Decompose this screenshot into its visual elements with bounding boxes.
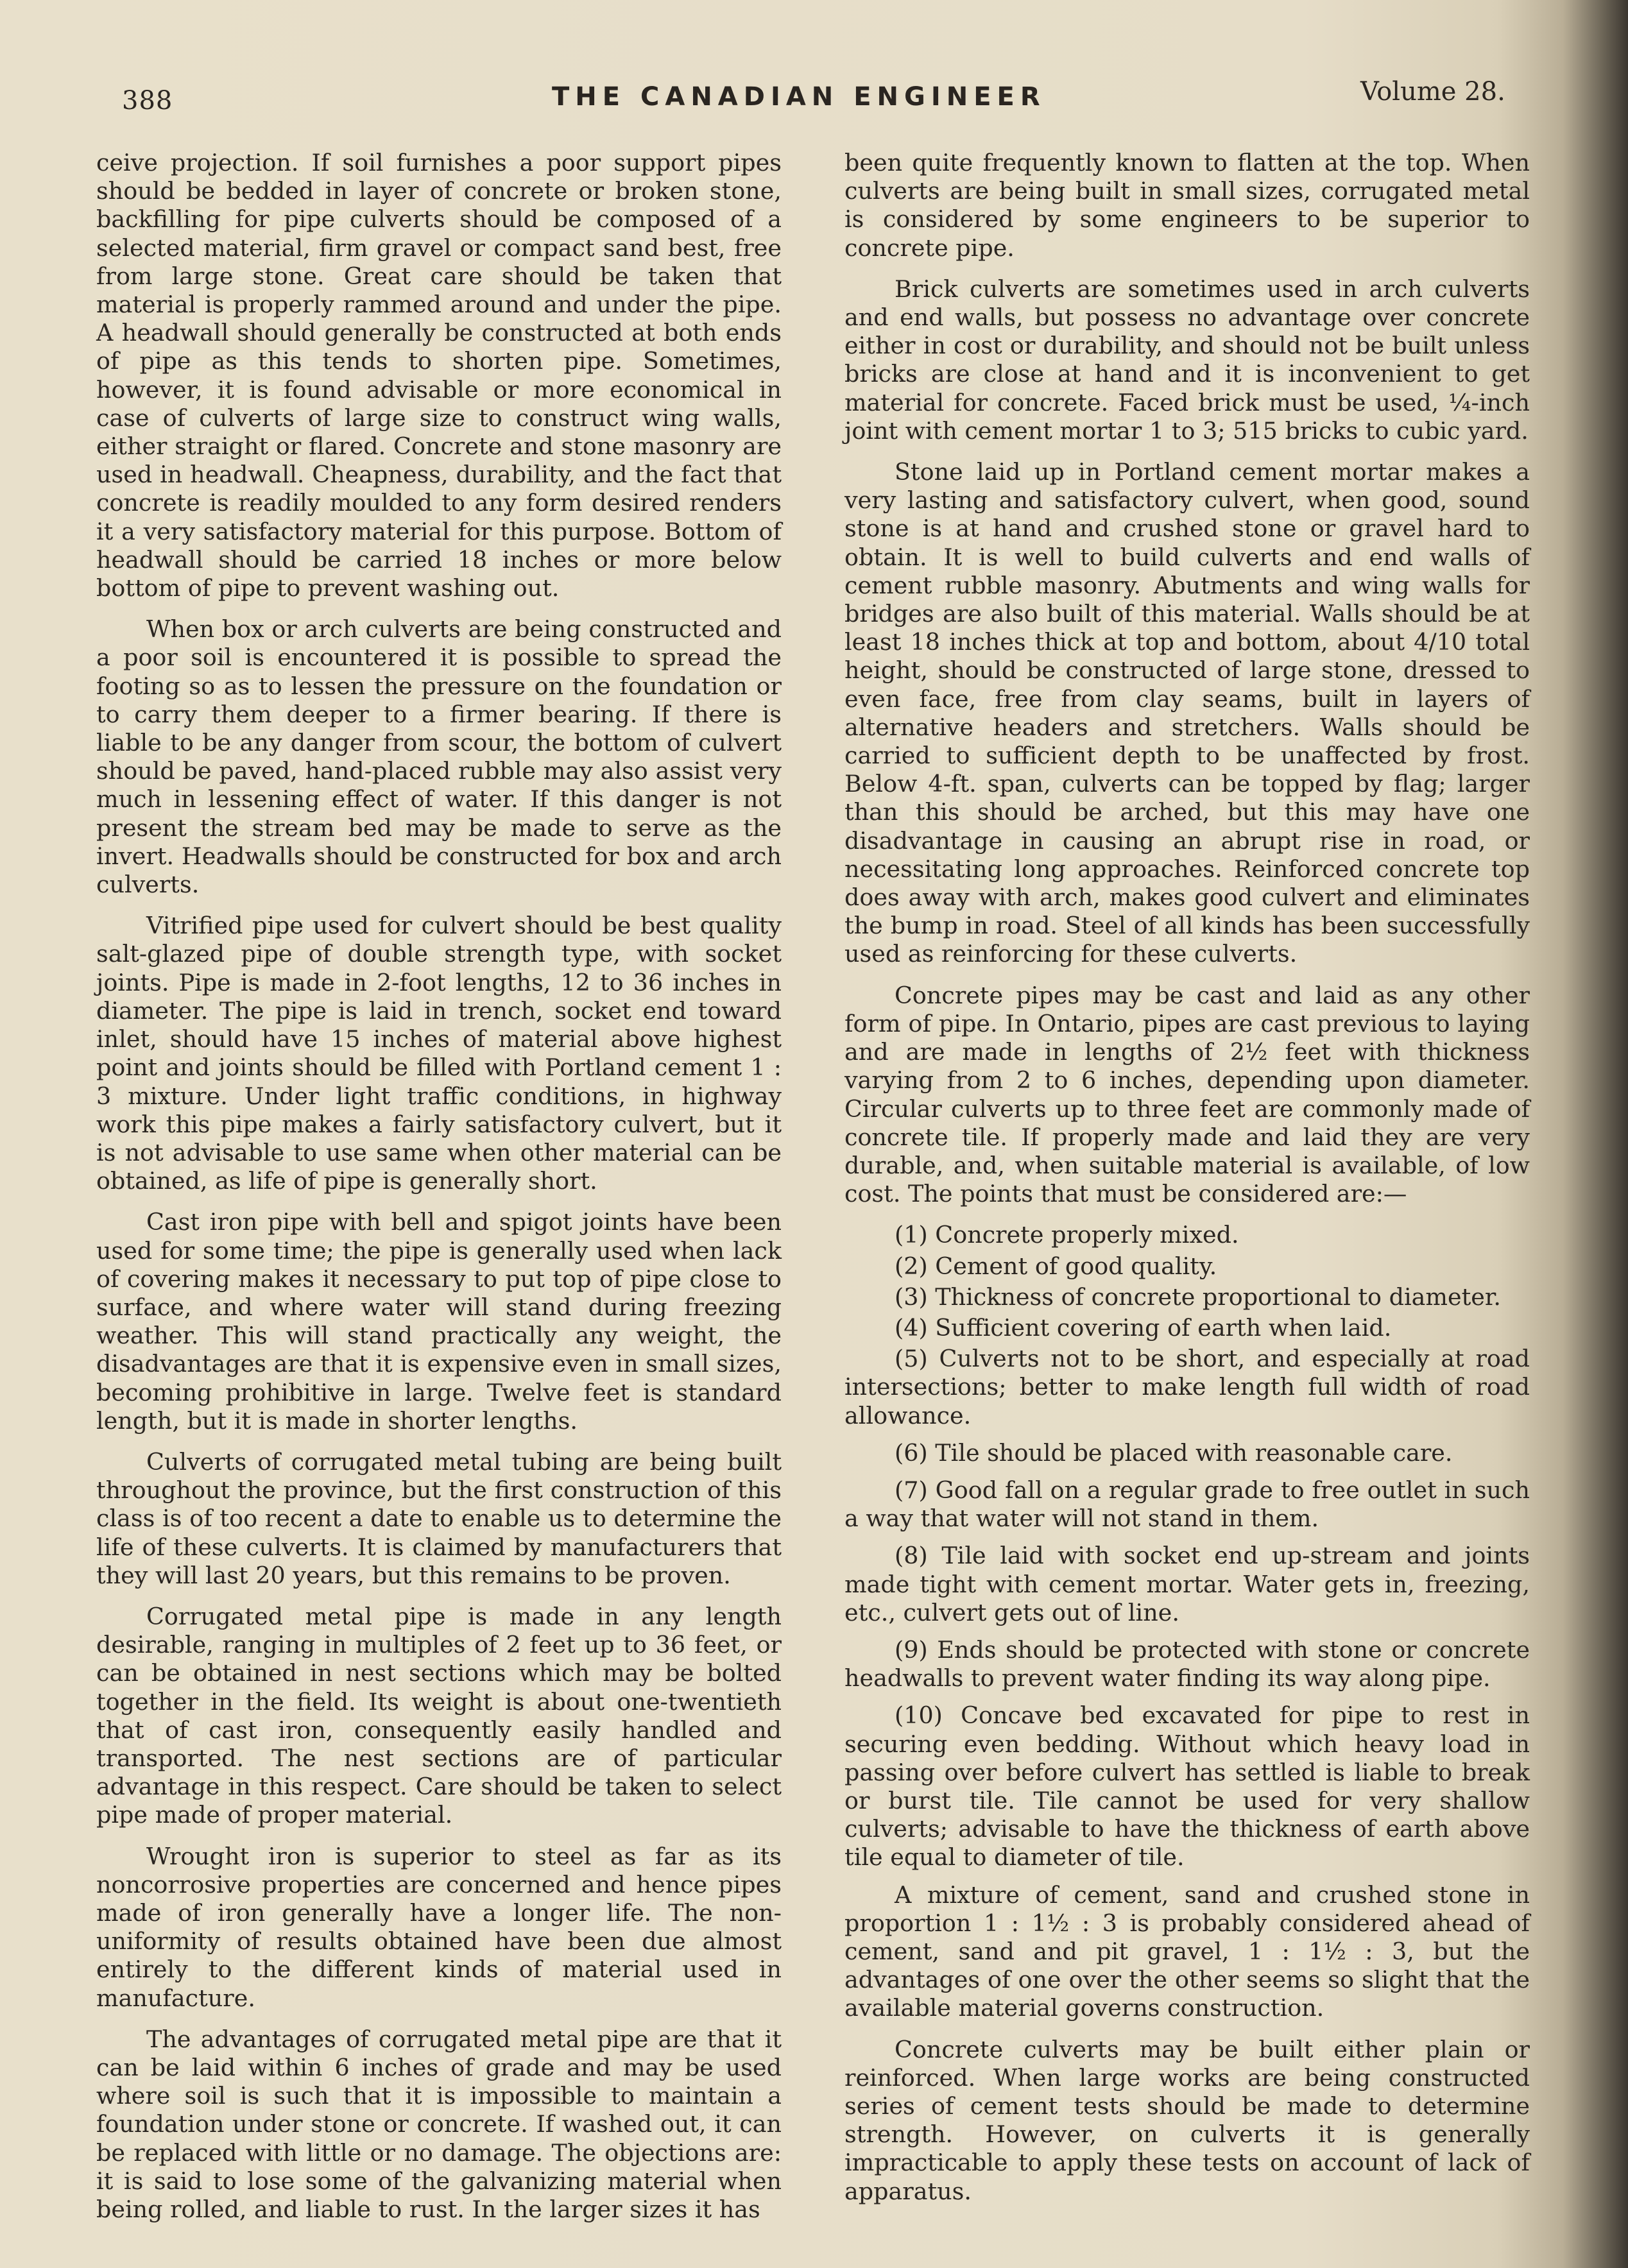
left-column xyxy=(96,149,782,2237)
paragraph: Corrugated metal pipe is made in any length desirable, ranging in multiples of 2 feet up to 36 feet, or can be obtained in nest sections which may be bolted together in the field. Its weight is about one-twentieth that of cast iron, consequently easily handled and transported. The nest sections are of particular advantage in this respect. Care should be taken to select pipe made of proper material. xyxy=(96,1602,782,1829)
list-item: (7) Good fall on a regular grade to free outlet in such a way that water will not stand in them. xyxy=(844,1476,1530,1533)
list-item: (10) Concave bed excavated for pipe to rest in securing even bedding. Without which heavy load in passing over before culvert has settled is liable to break or burst tile. Tile cannot be used for very shallow culverts; advisable to have the thickness of earth above tile equal to diameter of tile. xyxy=(844,1701,1530,1872)
paragraph: Culverts of corrugated metal tubing are being built throughout the province, but the first construction of this class is of too recent a date to enable us to determine the life of these culverts. It is claimed by manufacturers that they will last 20 years, but this remains to be proven. xyxy=(96,1447,782,1589)
list-item: (3) Thickness of concrete proportional to diameter. xyxy=(895,1283,1501,1311)
page-number: 388 xyxy=(122,86,173,115)
paragraph: Brick culverts are sometimes used in arch culverts and end walls, but possess no advantage over concrete either in cost or durability, and should not be built unless bricks are close at hand and it is inconvenient to get material for concrete. Faced brick must be used, ¼-inch joint with cement mortar 1 to 3; 515 bricks to cubic yard. xyxy=(844,275,1530,445)
paragraph: been quite frequently known to flatten at the top. When culverts are being built in small sizes, corrugated metal is considered by some engineers to be superior to concrete pipe. xyxy=(844,149,1530,262)
right-column xyxy=(844,149,1530,2219)
paragraph: Cast iron pipe with bell and spigot joints have been used for some time; the pipe is generally used when lack of covering makes it necessary to put top of pipe close to surface, and where water will stand during freezing weather. This will stand practically any weight, the disadvantages are that it is expensive even in small sizes, becoming prohibitive in large. Twelve feet is standard length, but it is made in shorter lengths. xyxy=(96,1208,782,1435)
paragraph: A mixture of cement, sand and crushed stone in proportion 1 : 1½ : 3 is probably considered ahead of cement, sand and pit gravel, 1 : 1½ : 3, but the advantages of one over the other seems so slight that the available material governs construction. xyxy=(844,1880,1530,2022)
journal-title: THE CANADIAN ENGINEER xyxy=(552,82,1046,112)
paragraph: Concrete pipes may be cast and laid as any other form of pipe. In Ontario, pipes are cast previous to laying and are made in lengths of 2½ feet with thickness varying from 2 to 6 inches, depending upon diameter. Circular culverts up to three feet are commonly made of concrete tile. If properly made and laid they are very durable, and, when suitable material is available, of low cost. The points that must be considered are:— xyxy=(844,981,1530,1208)
volume-label: Volume 28. xyxy=(1360,77,1505,107)
list-item: (8) Tile laid with socket end up-stream and joints made tight with cement mortar. Water gets in, freezing, etc., culvert gets out of line. xyxy=(844,1542,1530,1626)
page-header xyxy=(0,77,1628,122)
list-item: (1) Concrete properly mixed. xyxy=(895,1221,1239,1249)
list-item: (5) Culverts not to be short, and especially at road intersections; better to make length full width of road allowance. xyxy=(844,1345,1530,1429)
list-item: (6) Tile should be placed with reasonable care. xyxy=(895,1438,1453,1467)
paragraph: When box or arch culverts are being constructed and a poor soil is encountered it is possible to spread the footing so as to lessen the pressure on the foundation or to carry them deeper to a firmer bearing. If there is liable to be any danger from scour, the bottom of culvert should be paved, hand-placed rubble may also assist very much in lessening effect of water. If this danger is not present the stream bed may be made to serve as the invert. Headwalls should be constructed for box and arch culverts. xyxy=(96,615,782,899)
list-item: (9) Ends should be protected with stone or concrete headwalls to prevent water finding its way along pipe. xyxy=(844,1635,1530,1692)
paragraph: Wrought iron is superior to steel as far as its noncorrosive properties are concerned and hence pipes made of iron generally have a longer life. The non-uniformity of results obtained have been due almost entirely to the different kinds of material used in manufacture. xyxy=(96,1842,782,2012)
paragraph: Concrete culverts may be built either plain or reinforced. When large works are being constructed series of cement tests should be made to determine strength. However, on culverts it is generally impracticable to apply these tests on account of lack of apparatus. xyxy=(844,2035,1530,2205)
list-item: (4) Sufficient covering of earth when laid. xyxy=(895,1313,1392,1342)
paragraph: The advantages of corrugated metal pipe are that it can be laid within 6 inches of grade and may be used where soil is such that it is impossible to maintain a foundation under stone or concrete. If washed out, it can be replaced with little or no damage. The objections are: it is said to lose some of the galvanizing material when being rolled, and liable to rust. In the larger sizes it has xyxy=(96,2025,782,2224)
paragraph: Vitrified pipe used for culvert should be best quality salt-glazed pipe of double strength type, with socket joints. Pipe is made in 2-foot lengths, 12 to 36 inches in diameter. The pipe is laid in trench, socket end toward inlet, should have 15 inches of material above highest point and joints should be filled with Portland cement 1 : 3 mixture. Under light traffic conditions, in highway work this pipe makes a fairly satisfactory culvert, but it is not advisable to use same when other material can be obtained, as life of pipe is generally short. xyxy=(96,912,782,1195)
paragraph: ceive projection. If soil furnishes a poor support pipes should be bedded in layer of concrete or broken stone, backfilling for pipe culverts should be composed of a selected material, firm gravel or compact sand best, free from large stone. Great care should be taken that material is properly rammed around and under the pipe. A headwall should generally be constructed at both ends of pipe as this tends to shorten pipe. Sometimes, however, it is found advisable or more economical in case of culverts of large size to construct wing walls, either straight or flared. Concrete and stone masonry are used in headwall. Cheapness, durability, and the fact that concrete is readily moulded to any form desired renders it a very satisfactory material for this purpose. Bottom of headwall should be carried 18 inches or more below bottom of pipe to prevent washing out. xyxy=(96,149,782,602)
paragraph: Stone laid up in Portland cement mortar makes a very lasting and satisfactory culvert, when good, sound stone is at hand and crushed stone or gravel hard to obtain. It is well to build culverts and end walls of cement rubble masonry. Abutments and wing walls for bridges are also built of this material. Walls should be at least 18 inches thick at top and bottom, about 4/10 total height, should be constructed of large stone, dressed to even face, free from clay seams, built in layers of alternative headers and stretchers. Walls should be carried to sufficient depth to be unaffected by frost. Below 4-ft. span, culverts can be topped by flag; larger than this should be arched, but this may have one disadvantage in causing an abrupt rise in road, or necessitating long approaches. Reinforced concrete top does away with arch, makes good culvert and eliminates the bump in road. Steel of all kinds has been successfully used as reinforcing for these culverts. xyxy=(844,458,1530,968)
list-item: (2) Cement of good quality. xyxy=(895,1252,1217,1280)
